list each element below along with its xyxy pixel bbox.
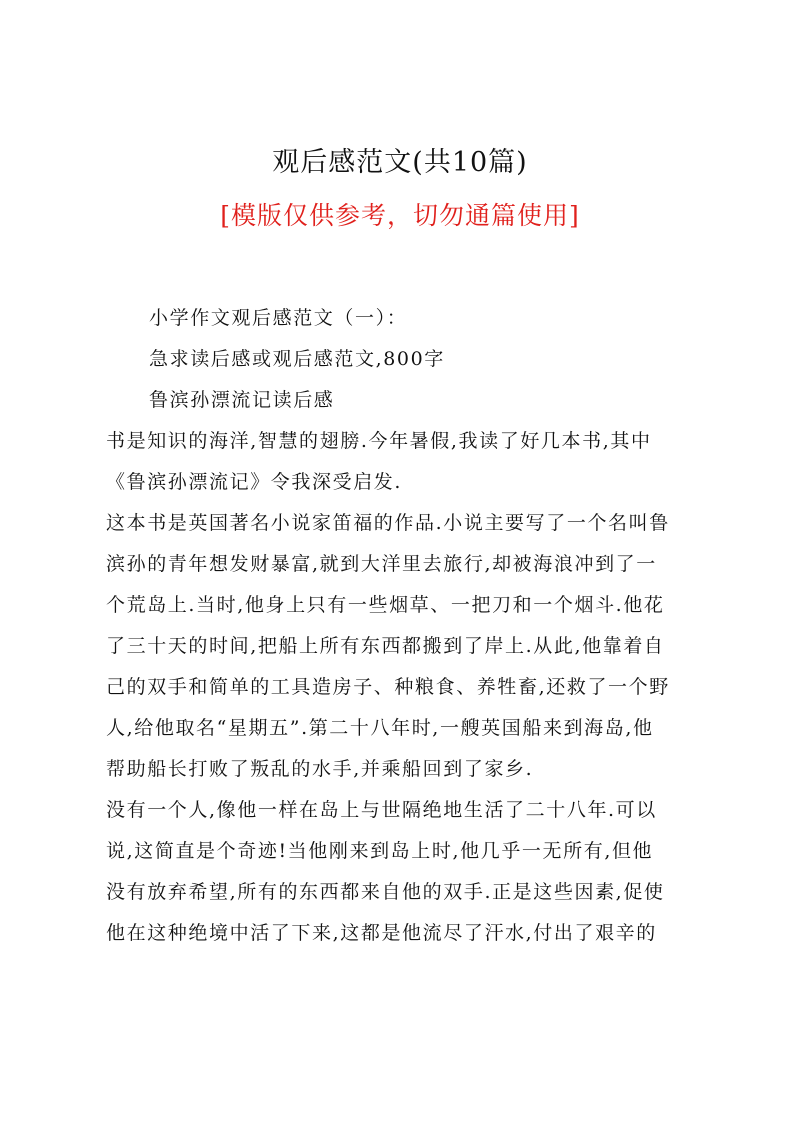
essay-title: 鲁滨孙漂流记读后感	[149, 389, 335, 411]
paragraph-line: 个荒岛上.当时,他身上只有一些烟草、一把刀和一个烟斗.他花	[106, 594, 665, 616]
paragraph-line: 《鲁滨孙漂流记》令我深受启发.	[106, 471, 403, 493]
document-body	[106, 298, 706, 954]
request-line: 急求读后感或观后感范文,800字	[149, 348, 445, 370]
paragraph-line: 了三十天的时间,把船上所有东西都搬到了岸上.从此,他靠着自	[106, 635, 665, 657]
paragraph-line: 滨孙的青年想发财暴富,就到大洋里去旅行,却被海浪冲到了一	[106, 553, 657, 575]
paragraph-line: 己的双手和简单的工具造房子、种粮食、养牲畜,还救了一个野	[106, 676, 670, 698]
document-subtitle: [模版仅供参考，切勿通篇使用]	[220, 201, 580, 230]
paragraph-line: 没有放弃希望,所有的东西都来自他的双手.正是这些因素,促使	[106, 881, 665, 903]
paragraph-1	[106, 421, 706, 503]
paragraph-line: 说,这简直是个奇迹!当他刚来到岛上时,他几乎一无所有,但他	[106, 840, 654, 862]
document-title: 观后感范文(共10篇)	[272, 147, 528, 178]
section-heading: 小学作文观后感范文（一）：	[149, 307, 408, 329]
paragraph-line: 这本书是英国著名小说家笛福的作品.小说主要写了一个名叫鲁	[106, 512, 670, 534]
paragraph-line: 他在这种绝境中活了下来,这都是他流尽了汗水,付出了艰辛的	[106, 922, 657, 944]
paragraph-2	[106, 503, 706, 790]
paragraph-3	[106, 790, 706, 954]
paragraph-line: 人,给他取名“星期五”.第二十八年时,一艘英国船来到海岛,他	[106, 717, 654, 739]
paragraph-line: 没有一个人,像他一样在岛上与世隔绝地生活了二十八年.可以	[106, 799, 657, 821]
paragraph-line: 书是知识的海洋,智慧的翅膀.今年暑假,我读了好几本书,其中	[106, 430, 652, 452]
paragraph-line: 帮助船长打败了叛乱的水手,并乘船回到了家乡.	[106, 758, 534, 780]
